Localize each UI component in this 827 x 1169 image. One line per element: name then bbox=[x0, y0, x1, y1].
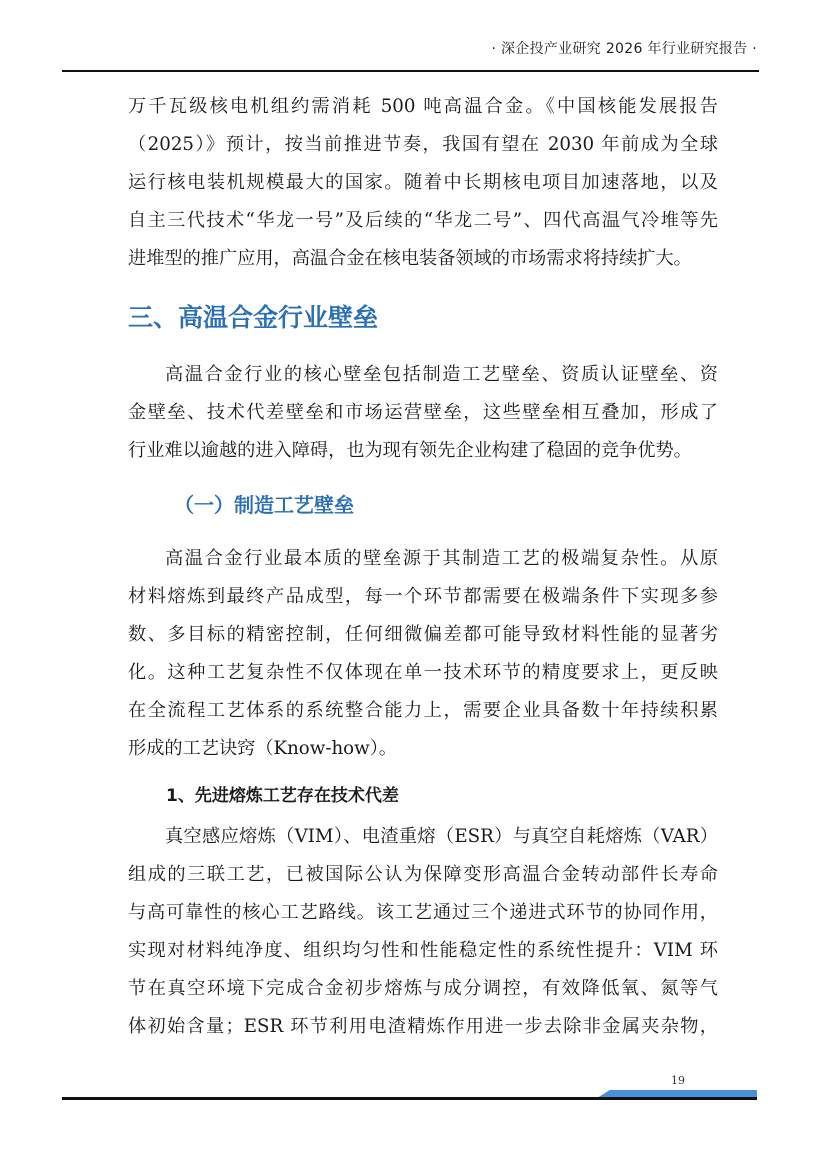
header-rule bbox=[62, 70, 759, 72]
page-content bbox=[128, 88, 718, 1046]
text-line: 组成的三联工艺，已被国际公认为保障变形高温合金转动部件长寿命 bbox=[128, 864, 718, 885]
section-heading: 三、高温合金行业壁垒 bbox=[128, 303, 379, 332]
intro-paragraph bbox=[128, 88, 718, 278]
text-line: 实现对材料纯净度、组织均匀性和性能稳定性的系统性提升：VIM 环 bbox=[128, 940, 718, 961]
section-paragraph bbox=[128, 356, 718, 470]
running-header: · 深企投产业研究 2026 年行业研究报告 · bbox=[491, 41, 757, 57]
text-line: 高温合金行业的核心壁垒包括制造工艺壁垒、资质认证壁垒、资 bbox=[165, 364, 718, 385]
text-line: 形成的工艺诀窍（Know-how）。 bbox=[128, 738, 397, 759]
item-paragraph bbox=[128, 818, 718, 1046]
text-line: 万千瓦级核电机组约需消耗 500 吨高温合金。《中国核能发展报告 bbox=[128, 96, 718, 117]
text-line: 金壁垒、技术代差壁垒和市场运营壁垒，这些壁垒相互叠加，形成了 bbox=[128, 402, 718, 423]
text-line: 材料熔炼到最终产品成型，每一个环节都需要在极端条件下实现多参 bbox=[128, 586, 718, 607]
text-line: 行业难以逾越的进入障碍，也为现有领先企业构建了稳固的竞争优势。 bbox=[128, 440, 692, 461]
text-line: 运行核电装机规模最大的国家。随着中长期核电项目加速落地，以及 bbox=[128, 172, 718, 193]
text-line: 高温合金行业最本质的壁垒源于其制造工艺的极端复杂性。从原 bbox=[165, 548, 718, 569]
subsection-paragraph bbox=[128, 540, 718, 768]
subsection-heading: （一）制造工艺壁垒 bbox=[174, 493, 354, 517]
text-line: 进堆型的推广应用，高温合金在核电装备领域的市场需求将持续扩大。 bbox=[128, 248, 692, 269]
text-line: 体初始含量；ESR 环节利用电渣精炼作用进一步去除非金属夹杂物， bbox=[128, 1016, 718, 1037]
text-line: 自主三代技术“华龙一号”及后续的“华龙二号”、四代高温气冷堆等先 bbox=[128, 210, 718, 231]
text-line: 真空感应熔炼（VIM）、电渣重熔（ESR）与真空自耗熔炼（VAR） bbox=[165, 826, 718, 847]
footer-rule bbox=[62, 1097, 757, 1100]
page-number: 19 bbox=[671, 1074, 685, 1087]
item-heading: 1、先进熔炼工艺存在技术代差 bbox=[166, 786, 399, 806]
text-line: 节在真空环境下完成合金初步熔炼与成分调控，有效降低氧、氮等气 bbox=[128, 978, 718, 999]
text-line: （2025）》预计，按当前推进节奏，我国有望在 2030 年前成为全球 bbox=[128, 134, 718, 155]
text-line: 与高可靠性的核心工艺路线。该工艺通过三个递进式环节的协同作用， bbox=[128, 902, 718, 923]
text-line: 数、多目标的精密控制，任何细微偏差都可能导致材料性能的显著劣 bbox=[128, 624, 718, 645]
text-line: 在全流程工艺体系的系统整合能力上，需要企业具备数十年持续积累 bbox=[128, 700, 718, 721]
text-line: 化。这种工艺复杂性不仅体现在单一技术环节的精度要求上，更反映 bbox=[128, 662, 718, 683]
